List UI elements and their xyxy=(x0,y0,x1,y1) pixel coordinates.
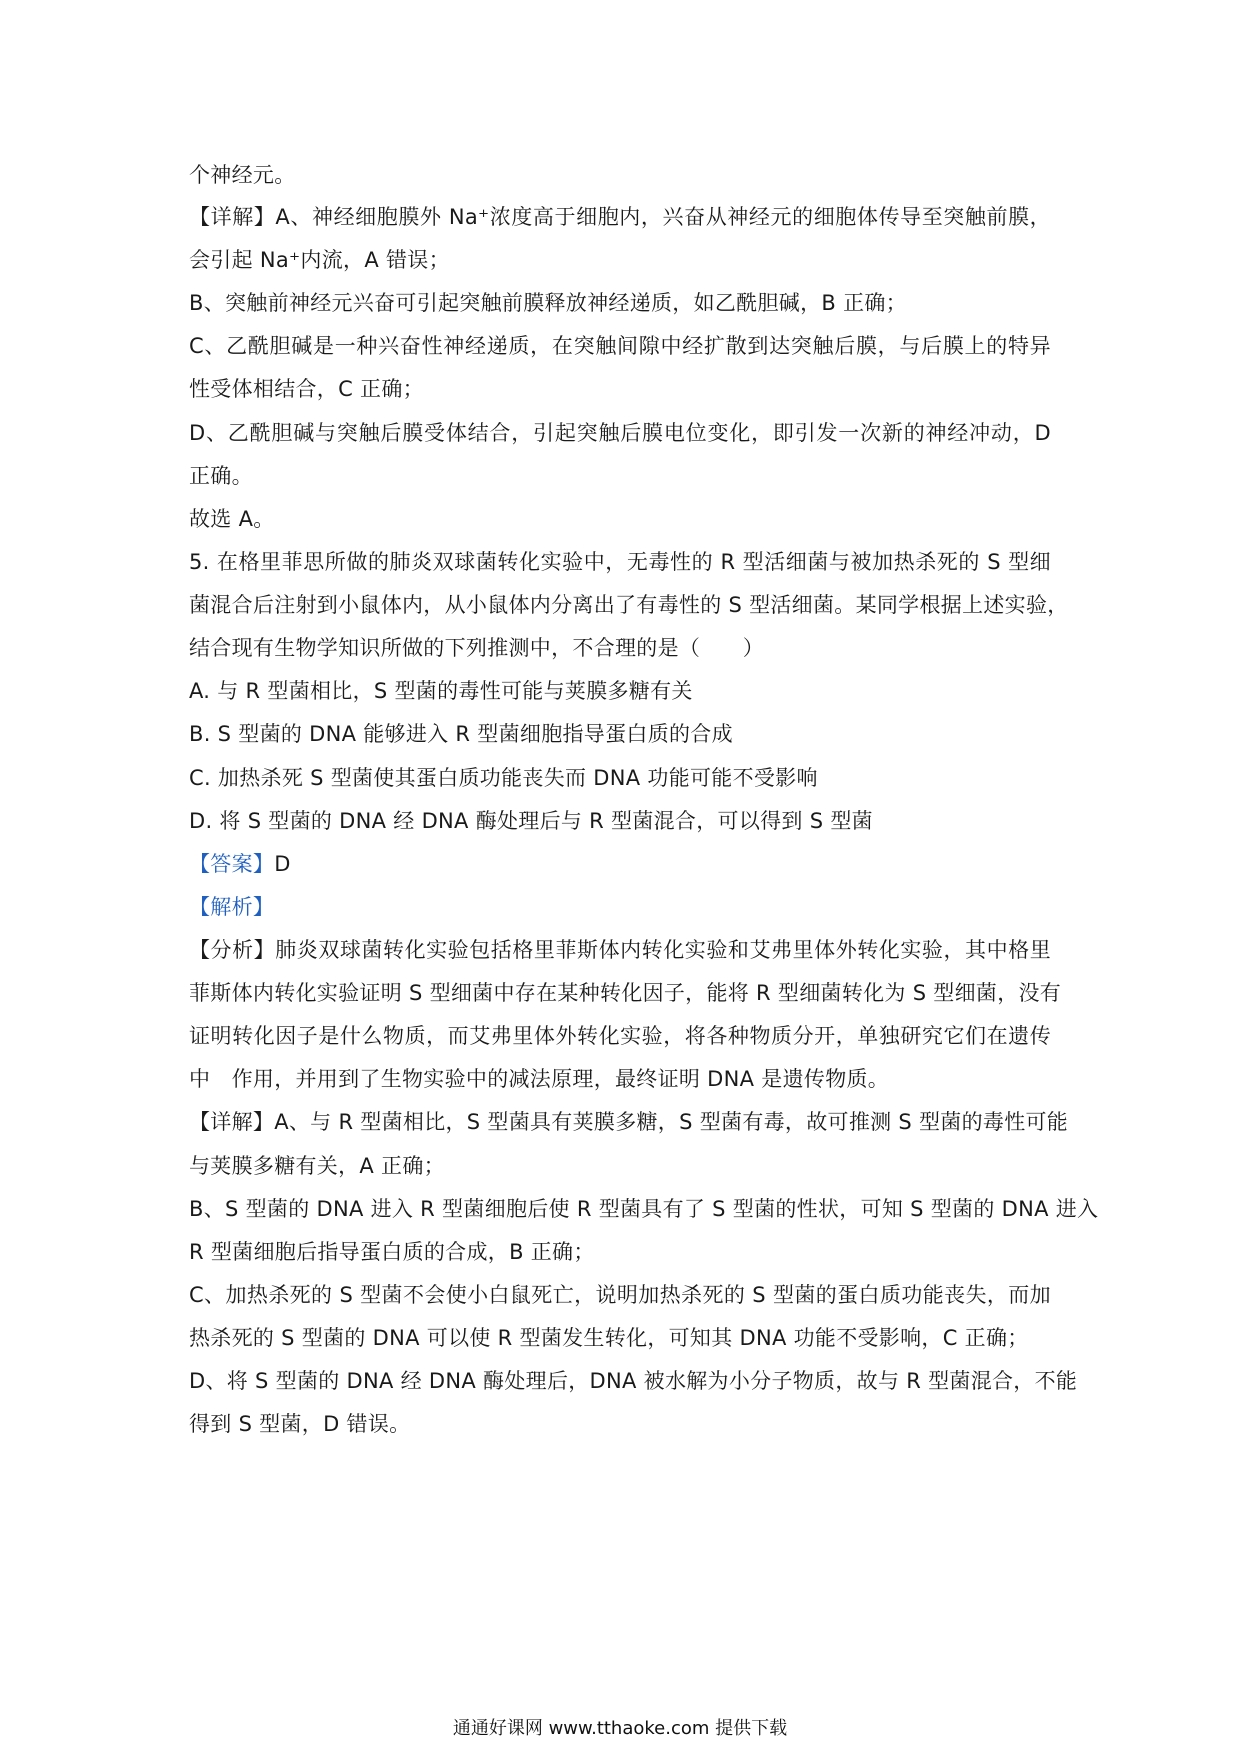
paragraph-line: 故选 A。 xyxy=(189,507,275,531)
paragraph-line: B、突触前神经元兴奋可引起突触前膜释放神经递质，如乙酰胆碱，B 正确； xyxy=(189,291,907,315)
option-a: A. 与 R 型菌相比，S 型菌的毒性可能与荚膜多糖有关 xyxy=(189,679,693,703)
paragraph-line: B、S 型菌的 DNA 进入 R 型菌细胞后使 R 型菌具有了 S 型菌的性状，可知 S 型菌的 DNA 进入 xyxy=(189,1197,1099,1221)
paragraph-line: 个神经元。 xyxy=(189,163,296,187)
paragraph-line: R 型菌细胞后指导蛋白质的合成，B 正确； xyxy=(189,1240,595,1264)
analysis-tag: 【解析】 xyxy=(189,895,275,919)
paragraph-line: 菲斯体内转化实验证明 S 型细菌中存在某种转化因子，能将 R 型细菌转化为 S 型细菌，没有 xyxy=(189,981,1062,1005)
option-d: D. 将 S 型菌的 DNA 经 DNA 酶处理后与 R 型菌混合，可以得到 S 型菌 xyxy=(189,809,873,833)
option-c: C. 加热杀死 S 型菌使其蛋白质功能丧失而 DNA 功能可能不受影响 xyxy=(189,766,818,790)
option-b: B. S 型菌的 DNA 能够进入 R 型菌细胞指导蛋白质的合成 xyxy=(189,722,733,746)
paragraph-line: 【详解】A、神经细胞膜外 Na⁺浓度高于细胞内，兴奋从神经元的细胞体传导至突触前膜， xyxy=(189,205,1051,229)
paragraph-line: 证明转化因子是什么物质，而艾弗里体外转化实验，将各种物质分开，单独研究它们在遗传 xyxy=(189,1024,1051,1048)
footer-watermark: 通通好课网 www.tthaoke.com 提供下载 xyxy=(452,1718,788,1739)
paragraph-line: D、将 S 型菌的 DNA 经 DNA 酶处理后，DNA 被水解为小分子物质，故与 R 型菌混合，不能 xyxy=(189,1369,1078,1393)
paragraph-line: 性受体相结合，C 正确； xyxy=(189,377,424,401)
paragraph-line: 热杀死的 S 型菌的 DNA 可以使 R 型菌发生转化，可知其 DNA 功能不受影响，C 正确； xyxy=(189,1326,1029,1350)
paragraph-line: 【分析】肺炎双球菌转化实验包括格里菲斯体内转化实验和艾弗里体外转化实验，其中格里 xyxy=(189,938,1051,962)
paragraph-line: C、加热杀死的 S 型菌不会使小白鼠死亡，说明加热杀死的 S 型菌的蛋白质功能丧失，而加 xyxy=(189,1283,1051,1307)
question-stem-line: 5. 在格里菲思所做的肺炎双球菌转化实验中，无毒性的 R 型活细菌与被加热杀死的 S 型细 xyxy=(189,550,1051,574)
question-stem-line: 结合现有生物学知识所做的下列推测中，不合理的是（ ） xyxy=(189,636,765,660)
paragraph-line: 得到 S 型菌，D 错误。 xyxy=(189,1412,411,1436)
answer-value: D xyxy=(274,852,291,876)
paragraph-line: D、乙酰胆碱与突触后膜受体结合，引起突触后膜电位变化，即引发一次新的神经冲动，D xyxy=(189,421,1051,445)
paragraph-line: 中 作用，并用到了生物实验中的减法原理，最终证明 DNA 是遗传物质。 xyxy=(189,1067,890,1091)
answer-line xyxy=(189,849,291,879)
paragraph-line: 【详解】A、与 R 型菌相比，S 型菌具有荚膜多糖，S 型菌有毒，故可推测 S 型菌的毒性可能 xyxy=(189,1110,1069,1134)
question-stem-line: 菌混合后注射到小鼠体内，从小鼠体内分离出了有毒性的 S 型活细菌。某同学根据上述实验， xyxy=(189,593,1069,617)
paragraph-line: 与荚膜多糖有关，A 正确； xyxy=(189,1154,445,1178)
paragraph-line: 会引起 Na⁺内流，A 错误； xyxy=(189,248,450,272)
paragraph-line: C、乙酰胆碱是一种兴奋性神经递质，在突触间隙中经扩散到达突触后膜，与后膜上的特异 xyxy=(189,334,1051,358)
paragraph-line: 正确。 xyxy=(189,464,253,488)
answer-tag: 【答案】 xyxy=(189,852,275,876)
